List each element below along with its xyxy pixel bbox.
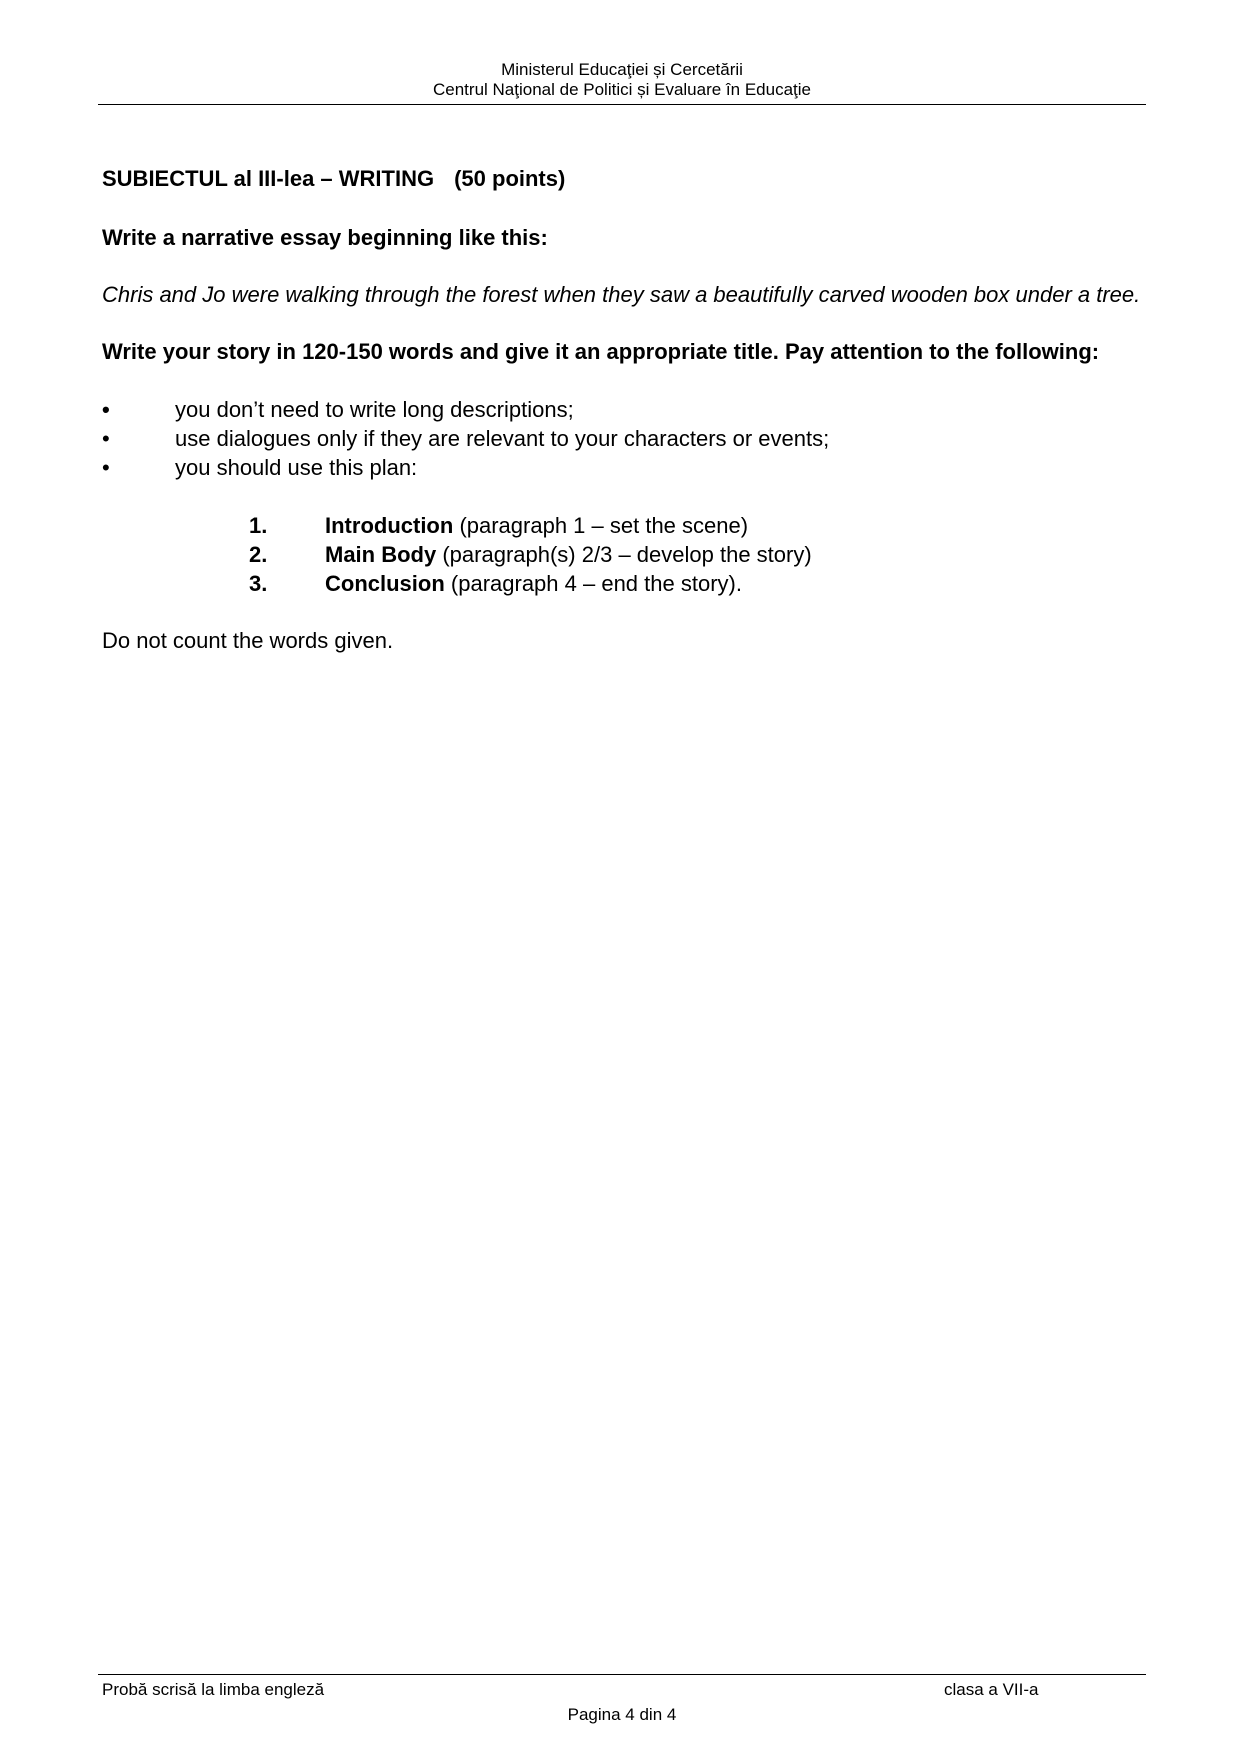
list-item-text: use dialogues only if they are relevant to your characters or events;: [175, 426, 830, 451]
plan-label: Conclusion: [325, 571, 445, 596]
list-item: [102, 395, 1146, 424]
essay-instruction: Write a narrative essay beginning like this:: [102, 225, 548, 250]
plan-number: 3.: [249, 571, 268, 596]
list-item: [102, 453, 1146, 482]
plan-detail: (paragraph(s) 2/3 – develop the story): [442, 542, 812, 567]
story-prompt: Chris and Jo were walking through the forest when they saw a beautifully carved wooden box under a tree.: [102, 282, 1141, 307]
task-instruction: Write your story in 120-150 words and give it an appropriate title. Pay attention to the following:: [102, 339, 1100, 364]
plan-detail: (paragraph 1 – set the scene): [459, 513, 749, 538]
list-item-text: you don’t need to write long descriptions;: [175, 397, 574, 422]
plan-detail: (paragraph 4 – end the story).: [450, 571, 742, 596]
plan-text: [325, 511, 748, 540]
footer-exam-name: Probă scrisă la limba engleză: [102, 1680, 325, 1699]
plan-text: [325, 540, 812, 569]
plan-item: [249, 569, 1146, 598]
section-points: (50 points): [454, 166, 566, 191]
header-divider: [98, 104, 1146, 105]
plan-label: Main Body: [325, 542, 437, 567]
plan-item: [249, 540, 1146, 569]
list-item: [102, 424, 1146, 453]
exam-content: [102, 164, 1146, 655]
plan-label: Introduction: [325, 513, 454, 538]
header-ministry: Ministerul Educaţiei și Cercetării: [501, 60, 743, 79]
bullet-icon: •: [102, 397, 110, 422]
guidelines-list: [102, 395, 1146, 482]
section-title: [102, 164, 1146, 193]
bullet-icon: •: [102, 455, 110, 480]
page-number: Pagina 4 din 4: [567, 1705, 677, 1724]
header-center: Centrul Naţional de Politici și Evaluare în Educaţie: [433, 80, 811, 99]
plan-number: 2.: [249, 542, 268, 567]
plan-item: [249, 511, 1146, 540]
footer-divider: [98, 1674, 1146, 1675]
essay-plan: [102, 511, 1146, 598]
section-name: SUBIECTUL al III-lea – WRITING: [102, 166, 435, 191]
plan-text: [325, 569, 742, 598]
plan-number: 1.: [249, 513, 268, 538]
word-count-note: Do not count the words given.: [102, 628, 394, 653]
page-header: [98, 60, 1146, 100]
footer-grade: clasa a VII-a: [944, 1680, 1039, 1699]
bullet-icon: •: [102, 426, 110, 451]
list-item-text: you should use this plan:: [175, 455, 418, 480]
